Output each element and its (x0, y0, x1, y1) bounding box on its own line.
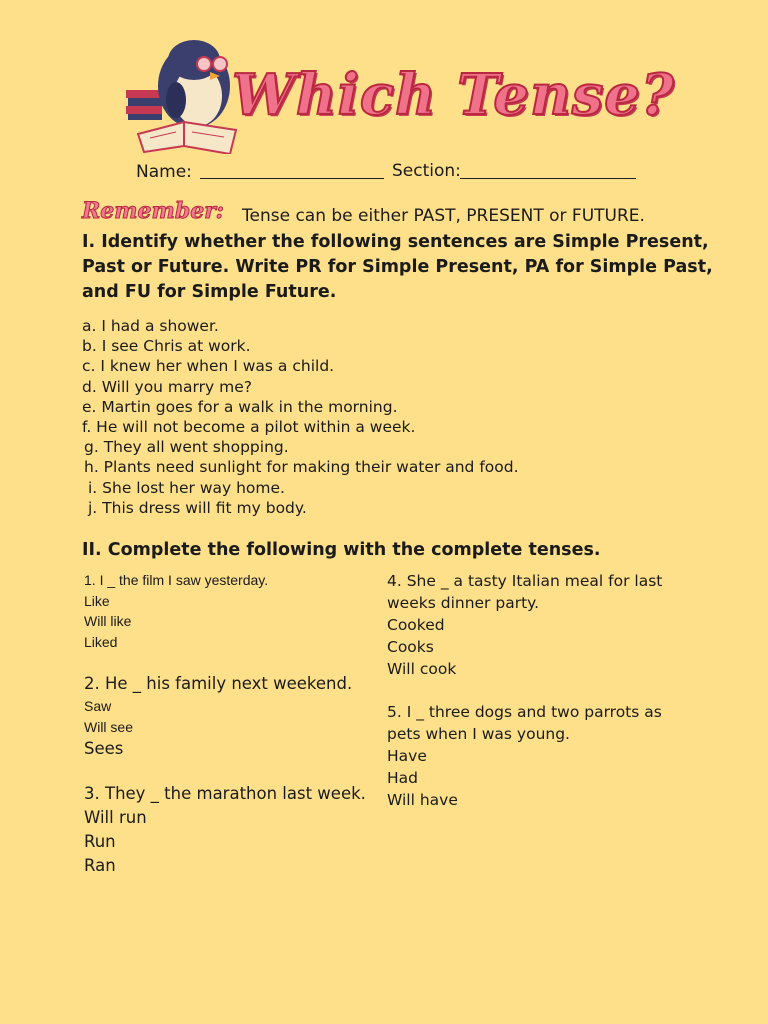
option: Will run (84, 808, 147, 827)
list-item: c. I knew her when I was a child. (82, 357, 335, 376)
name-label: Name: (136, 162, 192, 182)
option: Have (387, 747, 427, 765)
page-title: Which Tense? (232, 62, 675, 128)
option: Cooks (387, 638, 434, 656)
option: Will have (387, 791, 458, 809)
option: Will cook (387, 660, 457, 678)
part1-list (82, 316, 519, 518)
option: Will see (84, 718, 134, 735)
section-label: Section: (392, 161, 461, 181)
question-1-text: 1. I _ the film I saw yesterday. (84, 572, 269, 588)
option: Ran (84, 856, 116, 875)
list-item: a. I had a shower. (82, 317, 219, 335)
question-4-text-cont: weeks dinner party. (387, 594, 540, 612)
list-item: g. They all went shopping. (84, 438, 289, 457)
remember-text: Tense can be either PAST, PRESENT or FUTURE. (242, 206, 645, 226)
name-field[interactable] (200, 178, 384, 179)
question-1 (84, 570, 268, 652)
question-5 (387, 701, 662, 811)
option: Run (84, 832, 116, 851)
question-2-text: 2. He _ his family next weekend. (84, 674, 353, 693)
option: Cooked (387, 616, 445, 634)
list-item: e. Martin goes for a walk in the morning. (82, 397, 398, 416)
option: Sees (84, 739, 124, 758)
option: Had (387, 769, 418, 787)
section-field[interactable] (460, 178, 636, 179)
list-item: b. I see Chris at work. (82, 337, 251, 356)
option: Saw (84, 698, 112, 714)
option: Like (84, 592, 110, 609)
question-3 (84, 782, 366, 878)
part1-heading: I. Identify whether the following sentences are Simple Present, Past or Future. Write PR for Simple Present, PA for Simple Past, and FU for Simple Future. (82, 232, 713, 302)
list-item: i. She lost her way home. (88, 478, 285, 497)
question-5-text-cont: pets when I was young. (387, 725, 570, 743)
remember-tag: Remember: (82, 198, 224, 224)
option: Liked (84, 633, 118, 650)
part2-heading: II. Complete the following with the complete tenses. (82, 540, 601, 560)
option: Will like (84, 613, 132, 629)
question-4-text: 4. She _ a tasty Italian meal for last (387, 572, 663, 590)
list-item: h. Plants need sunlight for making their water and food. (84, 458, 519, 477)
list-item: f. He will not become a pilot within a week. (82, 418, 416, 437)
question-5-text: 5. I _ three dogs and two parrots as (387, 703, 662, 721)
list-item: j. This dress will fit my body. (88, 498, 307, 517)
question-3-text: 3. They _ the marathon last week. (84, 784, 366, 803)
penguin-reading-icon (124, 38, 242, 154)
list-item: d. Will you marry me? (82, 377, 252, 396)
question-2 (84, 672, 352, 761)
question-4 (387, 570, 662, 680)
